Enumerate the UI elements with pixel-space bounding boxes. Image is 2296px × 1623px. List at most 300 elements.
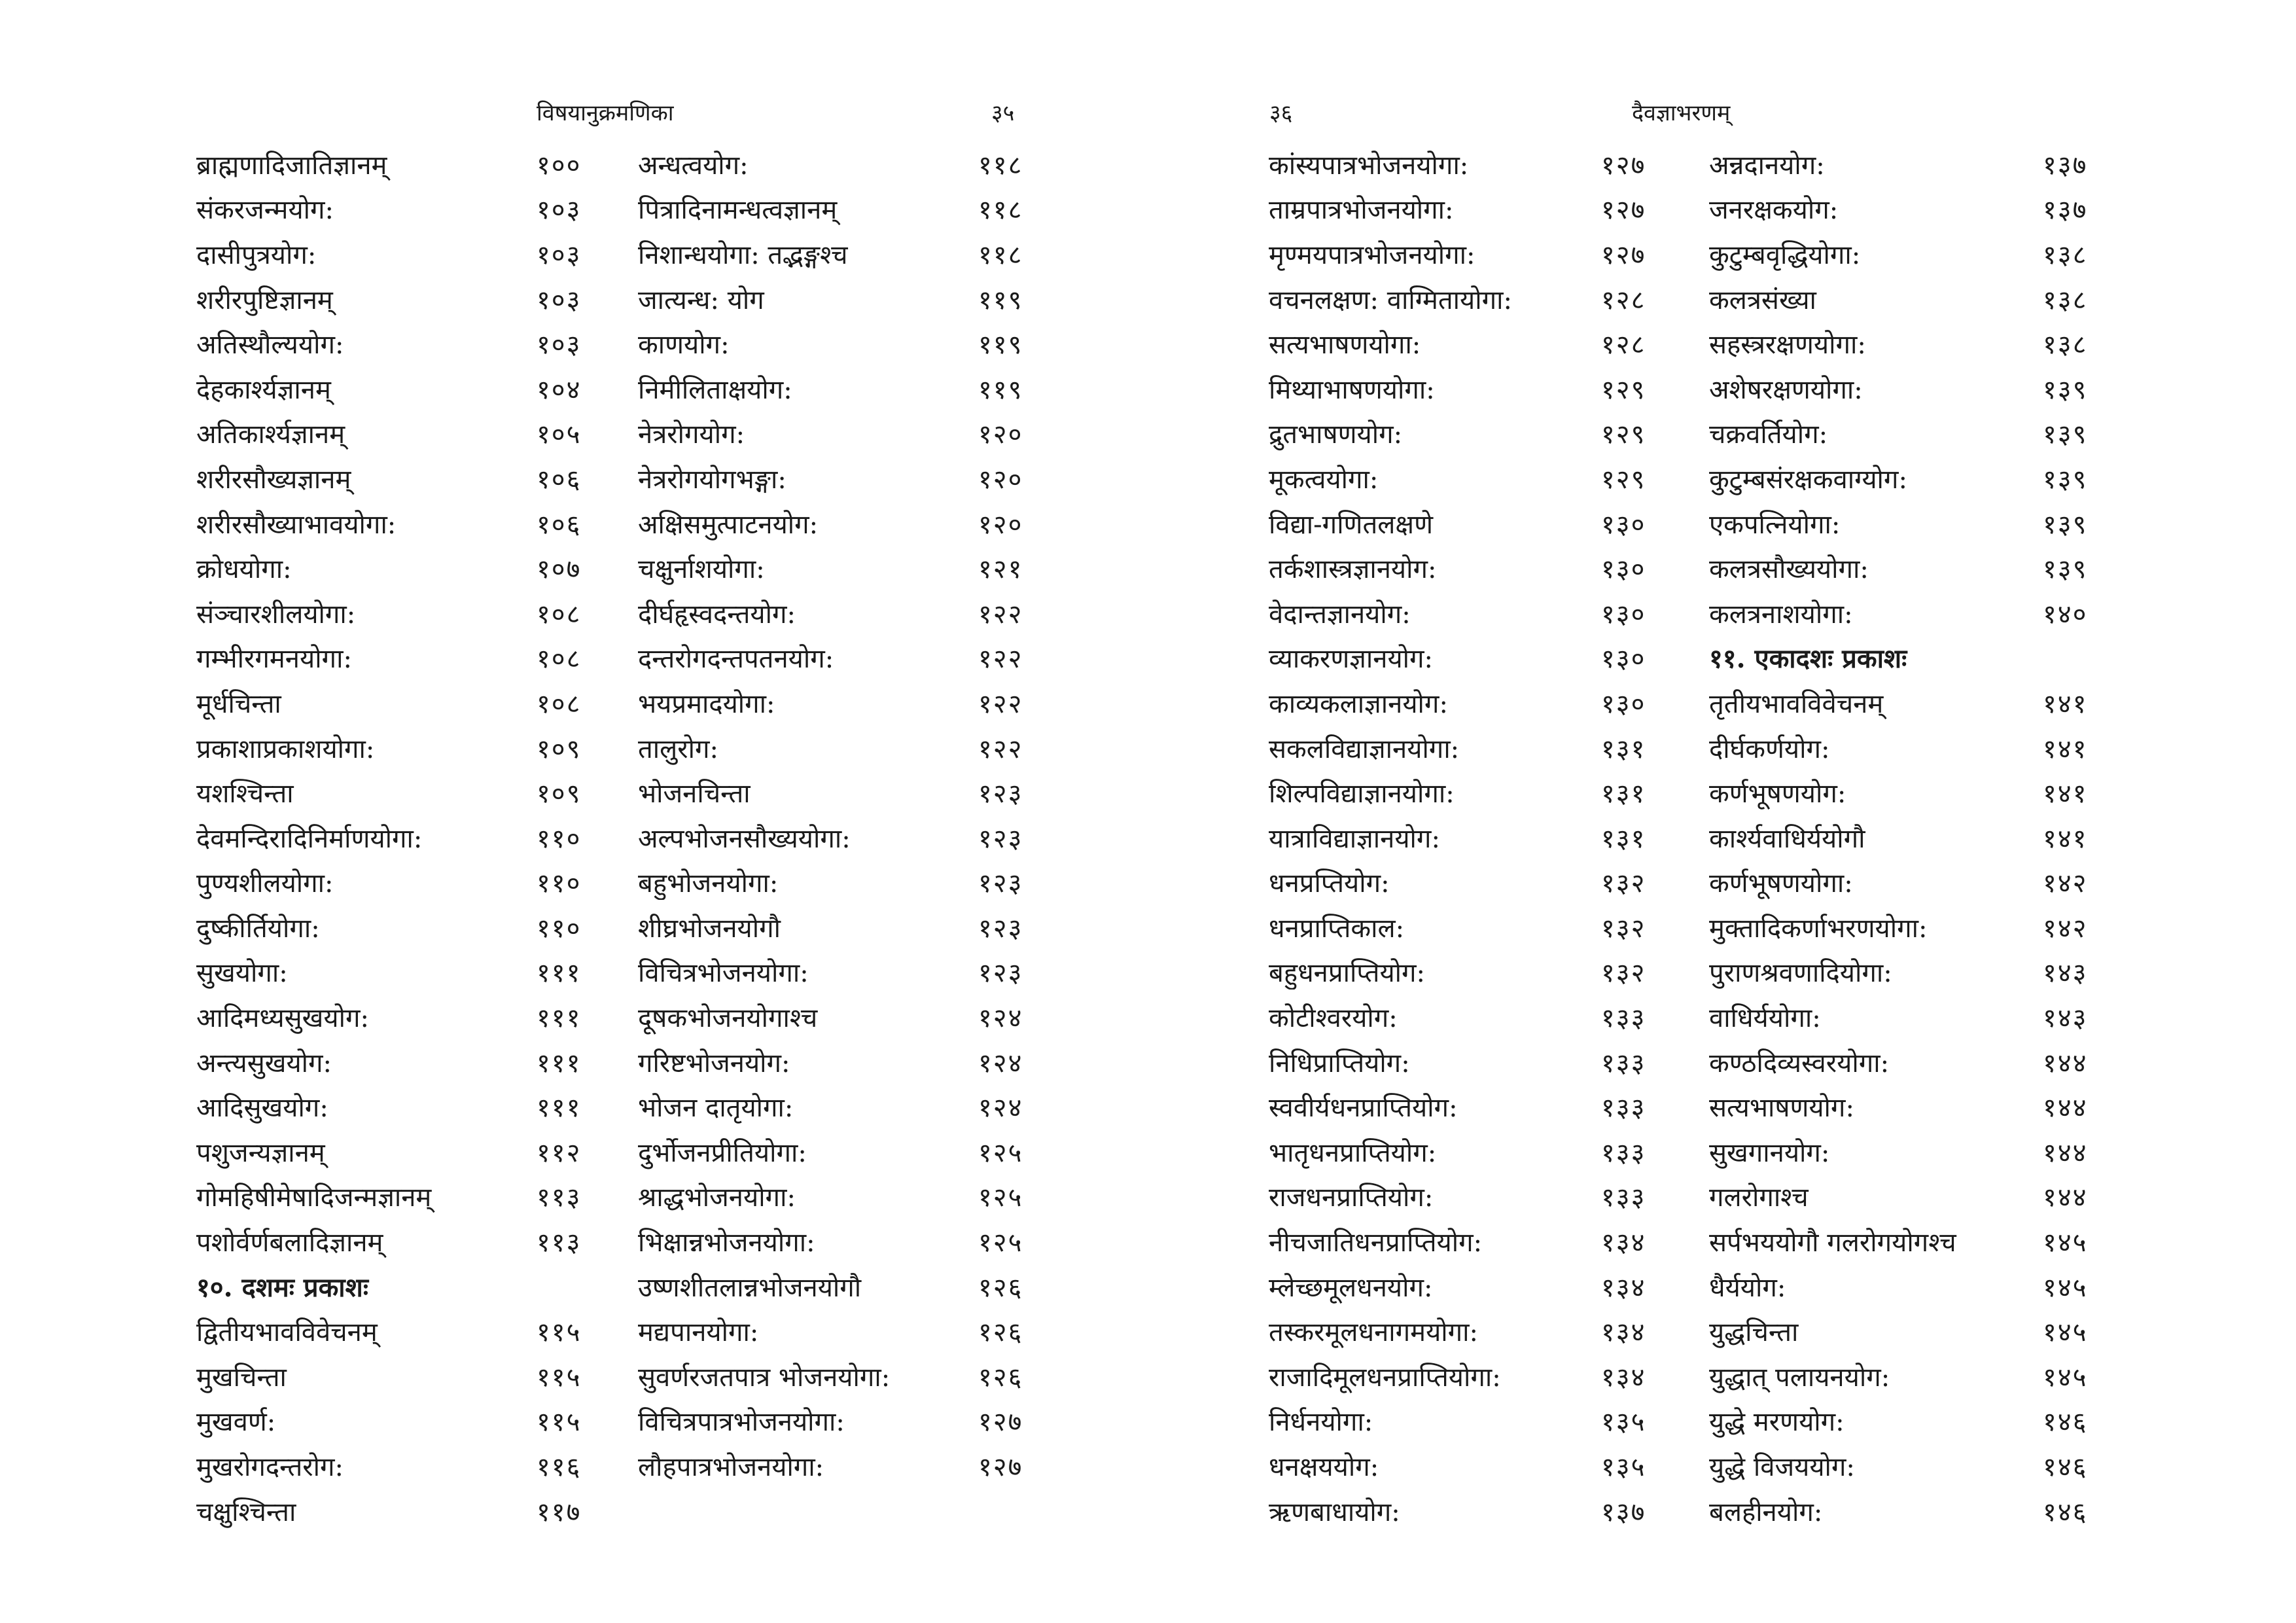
toc-entry-title: भयप्रमादयोगा: (638, 688, 775, 719)
toc-entry-title: कलत्रनाशयोगा: (1709, 599, 1853, 630)
toc-entry (1269, 411, 1667, 456)
toc-entry-page-number: १४६ (2043, 1407, 2088, 1438)
toc-entry-page-number: १०९ (537, 734, 582, 764)
toc-entry (1269, 1219, 1667, 1264)
toc-entry-title: पशोर्वर्णबलादिज्ञानम् (196, 1228, 383, 1258)
toc-entry-page-number: १२७ (1601, 150, 1646, 181)
toc-entry (196, 276, 602, 321)
toc-entry (1709, 680, 2108, 725)
toc-entry-title: दीर्घहृस्वदन्तयोग: (638, 599, 796, 630)
toc-entry (1269, 725, 1667, 770)
toc-entry-page-number: १०६ (537, 509, 582, 540)
toc-entry-page-number: १४४ (2043, 1048, 2088, 1079)
toc-entry-page-number: १३९ (2043, 464, 2088, 495)
toc-entry-title: द्वितीयभावविवेचनम् (196, 1317, 378, 1348)
toc-entry-title: कर्णभूषणयोग: (1709, 779, 1846, 810)
toc-entry-title: ताम्रपात्रभोजनयोगा: (1269, 195, 1454, 226)
toc-entry-title: गलरोगाश्च (1709, 1183, 1809, 1213)
toc-entry (638, 680, 1044, 725)
toc-entry (1269, 1264, 1667, 1309)
toc-entry-title: कोटीश्वरयोग: (1269, 1003, 1398, 1034)
toc-entry-page-number: १३१ (1601, 779, 1646, 810)
toc-entry-page-number: १२० (978, 509, 1023, 540)
toc-entry-page-number: १०८ (537, 599, 582, 630)
toc-entry (638, 501, 1044, 546)
left-page-header-number: ३५ (991, 100, 1015, 126)
section-heading (1709, 635, 2108, 681)
toc-entry (638, 635, 1044, 681)
toc-entry-page-number: ११७ (537, 1497, 582, 1527)
toc-entry-title: निशान्धयोगा: तद्भङ्गश्च (638, 240, 848, 270)
toc-entry (1709, 501, 2108, 546)
toc-entry-page-number: १३५ (1601, 1407, 1646, 1438)
toc-entry (638, 994, 1044, 1039)
toc-entry-title: धनप्रप्तियोग: (1269, 868, 1390, 899)
toc-entry (638, 1084, 1044, 1129)
toc-entry-page-number: १३० (1601, 599, 1646, 630)
toc-entry (1709, 1399, 2108, 1444)
toc-entry (1709, 187, 2108, 232)
toc-entry-page-number: १२२ (978, 599, 1023, 630)
toc-entry (196, 815, 602, 860)
toc-entry-page-number: १२४ (978, 1048, 1023, 1079)
toc-entry-page-number: ११५ (537, 1362, 582, 1393)
toc-entry-page-number: ११२ (537, 1137, 582, 1168)
toc-entry-title: मूर्धचिन्ता (196, 688, 281, 719)
toc-entry-page-number: १०० (537, 150, 582, 181)
toc-entry (1269, 1084, 1667, 1129)
toc-entry (196, 1039, 602, 1084)
toc-entry-page-number: १३४ (1601, 1317, 1646, 1348)
toc-entry (1269, 1174, 1667, 1219)
toc-entry (638, 1443, 1044, 1488)
toc-entry-page-number: १२४ (978, 1003, 1023, 1034)
toc-entry-page-number: १२२ (978, 734, 1023, 764)
toc-entry (1709, 770, 2108, 815)
toc-entry-page-number: ११९ (978, 330, 1023, 361)
toc-entry (638, 187, 1044, 232)
toc-entry-title: प्रकाशाप्रकाशयोगा: (196, 734, 375, 764)
toc-entry (1269, 141, 1667, 187)
toc-entry-title: अतिकार्श्यज्ञानम् (196, 419, 345, 450)
toc-entry-title: पशुजन्यज्ञानम् (196, 1137, 325, 1168)
toc-entry-title: भोजनचिन्ता (638, 779, 751, 810)
toc-entry-title: तालुरोग: (638, 734, 718, 764)
toc-entry-page-number: १२७ (978, 1452, 1023, 1483)
toc-entry-title: पुराणश्रवणादियोगा: (1709, 958, 1892, 989)
toc-entry-page-number: १०३ (537, 195, 582, 226)
toc-entry (1269, 590, 1667, 635)
toc-entry-page-number: १२२ (978, 688, 1023, 719)
toc-entry-page-number: १२३ (978, 913, 1023, 944)
toc-entry-page-number: १४४ (2043, 1093, 2088, 1124)
toc-entry-title: गोमहिषीमेषादिजन्मज्ञानम् (196, 1183, 432, 1213)
toc-entry-page-number: १३४ (1601, 1362, 1646, 1393)
toc-entry (1269, 904, 1667, 950)
toc-entry-title: अशेषरक्षणयोगा: (1709, 374, 1863, 405)
toc-entry-page-number: १३३ (1601, 1137, 1646, 1168)
toc-entry-page-number: १२९ (1601, 419, 1646, 450)
toc-entry-page-number: १२० (978, 464, 1023, 495)
toc-entry-page-number: १२१ (978, 554, 1023, 585)
toc-entry-title: राजादिमूलधनप्राप्तियोगा: (1269, 1362, 1501, 1393)
toc-entry (196, 770, 602, 815)
toc-entry-title: मुखचिन्ता (196, 1362, 287, 1393)
toc-entry-page-number: १४६ (2043, 1452, 2088, 1483)
toc-entry-page-number: १३३ (1601, 1048, 1646, 1079)
toc-entry (196, 455, 602, 501)
toc-entry-page-number: १३७ (2043, 195, 2088, 226)
toc-entry (1709, 1129, 2108, 1174)
toc-entry-page-number: १२६ (978, 1272, 1023, 1303)
toc-entry-page-number: १०७ (537, 554, 582, 585)
toc-entry-title: कण्ठदिव्यस्वरयोगा: (1709, 1048, 1890, 1079)
toc-entry-title: तृतीयभावविवेचनम् (1709, 688, 1884, 719)
toc-entry-page-number: १४६ (2043, 1497, 2088, 1527)
toc-entry-title: अल्पभोजनसौख्ययोगा: (638, 823, 851, 854)
toc-entry (1269, 815, 1667, 860)
toc-entry-title: कर्णभूषणयोगा: (1709, 868, 1853, 899)
toc-entry-page-number: १०५ (537, 419, 582, 450)
toc-entry-title: भोजन दातृयोगा: (638, 1093, 794, 1124)
toc-entry-title: संकरजन्मयोग: (196, 195, 334, 226)
toc-entry-title: मिथ्याभाषणयोगा: (1269, 374, 1435, 405)
toc-entry-page-number: १२३ (978, 779, 1023, 810)
toc-entry-page-number: १२९ (1601, 464, 1646, 495)
toc-entry-page-number: १३९ (2043, 419, 2088, 450)
toc-entry-title: गरिष्टभोजनयोग: (638, 1048, 790, 1079)
toc-entry (638, 411, 1044, 456)
toc-entry-title: दुर्भोजनप्रीतियोगा: (638, 1137, 807, 1168)
toc-entry-page-number: १०८ (537, 688, 582, 719)
toc-entry-page-number: ११५ (537, 1407, 582, 1438)
toc-entry-title: अन्नदानयोग: (1709, 150, 1825, 181)
toc-entry-title: वेदान्तज्ञानयोग: (1269, 599, 1411, 630)
toc-entry-title: कुटुम्बसंरक्षकवाग्योग: (1709, 464, 1907, 495)
toc-entry (638, 904, 1044, 950)
toc-entry (638, 231, 1044, 276)
toc-entry (638, 770, 1044, 815)
toc-entry-page-number: १०४ (537, 374, 582, 405)
toc-entry-page-number: ११८ (978, 240, 1023, 270)
toc-entry-page-number: १३८ (2043, 240, 2088, 270)
toc-entry-title: दासीपुत्रयोग: (196, 240, 317, 270)
toc-entry-page-number: १४२ (2043, 868, 2088, 899)
toc-entry-title: पुण्यशीलयोगा: (196, 868, 334, 899)
toc-entry (1709, 725, 2108, 770)
toc-entry-page-number: १२९ (1601, 374, 1646, 405)
toc-entry (638, 1174, 1044, 1219)
toc-entry-page-number: १३३ (1601, 1003, 1646, 1034)
toc-entry-page-number: १३८ (2043, 330, 2088, 361)
toc-entry-page-number: १२५ (978, 1137, 1023, 1168)
toc-entry (1709, 1308, 2108, 1353)
toc-entry-title: विचित्रपात्रभोजनयोगा: (638, 1407, 845, 1438)
toc-entry-title: एकपत्नियोगा: (1709, 509, 1841, 540)
toc-entry-title: तर्कशास्त्रज्ञानयोग: (1269, 554, 1437, 585)
toc-entry-page-number: १३० (1601, 688, 1646, 719)
section-heading-title: १०. दशमः प्रकाशः (196, 1272, 368, 1303)
toc-entry-page-number: १२६ (978, 1362, 1023, 1393)
toc-entry-page-number: १३९ (2043, 509, 2088, 540)
toc-entry-page-number: ११६ (537, 1452, 582, 1483)
toc-entry-title: निधिप्राप्तियोग: (1269, 1048, 1410, 1079)
toc-entry-title: दन्तरोगदन्तपतनयोग: (638, 644, 834, 675)
toc-entry-title: कलत्रसौख्ययोगा: (1709, 554, 1869, 585)
section-heading (196, 1264, 602, 1309)
toc-entry-page-number: १३९ (2043, 374, 2088, 405)
toc-entry (638, 1129, 1044, 1174)
toc-entry-title: कार्श्यवाधिर्ययोगौ (1709, 823, 1865, 854)
toc-entry (196, 590, 602, 635)
toc-entry-title: व्याकरणज्ञानयोग: (1269, 644, 1433, 675)
toc-entry-title: सहस्त्ररक्षणयोगा: (1709, 330, 1866, 361)
toc-entry (1269, 231, 1667, 276)
toc-entry (196, 680, 602, 725)
toc-entry (638, 276, 1044, 321)
toc-entry-title: निर्धनयोगा: (1269, 1407, 1373, 1438)
toc-entry (1709, 1174, 2108, 1219)
toc-entry-page-number: १०९ (537, 779, 582, 810)
toc-entry (638, 860, 1044, 905)
toc-entry-page-number: ११० (537, 868, 582, 899)
toc-entry-page-number: १४१ (2043, 734, 2088, 764)
toc-entry (638, 1353, 1044, 1399)
toc-entry-title: क्रोधयोगा: (196, 554, 292, 585)
toc-entry (638, 590, 1044, 635)
right-page-column-2 (1709, 141, 2108, 1533)
toc-entry (1709, 590, 2108, 635)
toc-entry (1269, 860, 1667, 905)
toc-entry (196, 366, 602, 411)
toc-entry-title: शरीरसौख्याभावयोगा: (196, 509, 397, 540)
toc-entry-page-number: ११० (537, 823, 582, 854)
right-page-column-1 (1269, 141, 1667, 1533)
toc-entry (1709, 1219, 2108, 1264)
toc-entry (1709, 141, 2108, 187)
toc-entry-title: दीर्घकर्णयोग: (1709, 734, 1830, 764)
toc-entry (638, 1399, 1044, 1444)
toc-entry-page-number: १०३ (537, 285, 582, 315)
toc-entry (1709, 276, 2108, 321)
toc-entry (196, 1399, 602, 1444)
toc-entry-title: सत्यभाषणयोग: (1709, 1093, 1854, 1124)
toc-entry (1269, 1353, 1667, 1399)
toc-entry-title: गम्भीरगमनयोगा: (196, 644, 352, 675)
toc-entry (1709, 950, 2108, 995)
toc-entry (1709, 1443, 2108, 1488)
toc-entry-title: आदिसुखयोग: (196, 1093, 328, 1124)
toc-entry-title: म्लेच्छमूलधनयोग: (1269, 1272, 1433, 1303)
toc-entry-title: कुटुम्बवृद्धियोगा: (1709, 240, 1861, 270)
toc-entry (196, 1219, 602, 1264)
toc-entry-title: दूषकभोजनयोगाश्च (638, 1003, 818, 1034)
toc-entry-page-number: १२७ (1601, 240, 1646, 270)
toc-entry-title: अक्षिसमुत्पाटनयोग: (638, 509, 819, 540)
toc-entry-page-number: १४३ (2043, 958, 2088, 989)
toc-entry-page-number: १४० (2043, 599, 2088, 630)
toc-entry (1269, 455, 1667, 501)
toc-entry (196, 501, 602, 546)
toc-entry (196, 231, 602, 276)
toc-entry-page-number: १३० (1601, 509, 1646, 540)
toc-entry-page-number: ११५ (537, 1317, 582, 1348)
toc-entry (1709, 1264, 2108, 1309)
toc-entry-page-number: १३० (1601, 644, 1646, 675)
toc-entry-page-number: १३२ (1601, 958, 1646, 989)
toc-entry-title: विचित्रभोजनयोगा: (638, 958, 809, 989)
toc-entry-page-number: १४५ (2043, 1272, 2088, 1303)
toc-entry-page-number: १०३ (537, 240, 582, 270)
left-page-header-title: विषयानुक्रमणिका (537, 100, 674, 126)
toc-entry-page-number: १११ (537, 1003, 582, 1034)
toc-entry-title: अन्धत्वयोग: (638, 150, 749, 181)
toc-entry-title: मुक्तादिकर्णाभरणयोगा: (1709, 913, 1928, 944)
toc-entry-page-number: १३० (1601, 554, 1646, 585)
toc-entry (638, 545, 1044, 590)
toc-entry (1269, 994, 1667, 1039)
toc-entry (196, 1174, 602, 1219)
toc-entry-page-number: ११९ (978, 285, 1023, 315)
toc-entry-title: संञ्चारशीलयोगा: (196, 599, 356, 630)
toc-entry-title: नीचजातिधनप्राप्तियोग: (1269, 1228, 1483, 1258)
toc-entry-page-number: १३२ (1601, 913, 1646, 944)
toc-entry-title: ऋणबाधायोग: (1269, 1497, 1400, 1527)
toc-entry-title: काणयोग: (638, 330, 730, 361)
toc-entry-page-number: १४२ (2043, 913, 2088, 944)
toc-entry-title: सकलविद्याज्ञानयोगा: (1269, 734, 1460, 764)
toc-entry-title: स्ववीर्यधनप्राप्तियोग: (1269, 1093, 1458, 1124)
toc-entry-title: सुखगानयोग: (1709, 1137, 1830, 1168)
toc-entry-page-number: १२६ (978, 1317, 1023, 1348)
toc-entry-title: यात्राविद्याज्ञानयोग: (1269, 823, 1440, 854)
toc-entry-title: चक्षुर्नाशयोगा: (638, 554, 765, 585)
toc-entry (196, 904, 602, 950)
toc-entry-title: चक्षुश्चिन्ता (196, 1497, 296, 1527)
toc-entry-page-number: १३५ (1601, 1452, 1646, 1483)
toc-entry (638, 1308, 1044, 1353)
toc-entry (638, 815, 1044, 860)
toc-entry-title: राजधनप्राप्तियोग: (1269, 1183, 1434, 1213)
toc-entry-title: देहकार्श्यज्ञानम् (196, 374, 331, 405)
toc-entry-page-number: ११३ (537, 1183, 582, 1213)
toc-entry-title: सुखयोगा: (196, 958, 288, 989)
right-page-header-number: ३६ (1269, 100, 1293, 126)
toc-entry-title: वाधिर्ययोगा: (1709, 1003, 1821, 1034)
toc-entry-page-number: १४५ (2043, 1362, 2088, 1393)
toc-entry (1709, 904, 2108, 950)
toc-entry (196, 1353, 602, 1399)
toc-entry (196, 321, 602, 366)
toc-entry (1709, 1353, 2108, 1399)
toc-entry-page-number: १२७ (978, 1407, 1023, 1438)
toc-entry-title: मुखवर्ण: (196, 1407, 276, 1438)
toc-entry-title: भिक्षान्नभोजनयोगा: (638, 1228, 815, 1258)
toc-entry-title: उष्णशीतलान्नभोजनयोगौ (638, 1272, 862, 1303)
toc-entry-page-number: १३३ (1601, 1093, 1646, 1124)
toc-entry-title: नेत्ररोगयोग: (638, 419, 745, 450)
toc-entry (638, 1219, 1044, 1264)
toc-entry-page-number: १३१ (1601, 823, 1646, 854)
toc-entry-title: धनक्षययोग: (1269, 1452, 1379, 1483)
toc-entry-page-number: १४५ (2043, 1317, 2088, 1348)
toc-entry (1269, 680, 1667, 725)
toc-entry-title: जात्यन्ध: योग (638, 285, 764, 315)
toc-entry (638, 1039, 1044, 1084)
left-page-column-1 (196, 141, 602, 1533)
toc-entry-page-number: ११८ (978, 150, 1023, 181)
toc-entry-page-number: १३१ (1601, 734, 1646, 764)
toc-entry-title: अन्त्यसुखयोग: (196, 1048, 332, 1079)
toc-entry-title: युद्धचिन्ता (1709, 1317, 1799, 1348)
toc-entry (1709, 860, 2108, 905)
toc-entry-page-number: १४१ (2043, 688, 2088, 719)
toc-entry (196, 1084, 602, 1129)
toc-entry-title: दुष्कीर्तियोगा: (196, 913, 320, 944)
toc-entry (196, 1488, 602, 1533)
toc-entry-page-number: १२२ (978, 644, 1023, 675)
toc-entry-title: निमीलिताक्षयोग: (638, 374, 792, 405)
toc-entry (1269, 545, 1667, 590)
toc-entry (638, 950, 1044, 995)
toc-entry-title: शिल्पविद्याज्ञानयोगा: (1269, 779, 1455, 810)
toc-entry (1269, 501, 1667, 546)
toc-entry-page-number: १२० (978, 419, 1023, 450)
toc-entry-title: पित्रादिनामन्धत्वज्ञानम् (638, 195, 838, 226)
toc-entry-title: धैर्ययोग: (1709, 1272, 1786, 1303)
toc-entry (196, 141, 602, 187)
toc-entry (638, 725, 1044, 770)
toc-entry-page-number: १३७ (2043, 150, 2088, 181)
toc-entry (1709, 411, 2108, 456)
toc-entry (196, 860, 602, 905)
toc-entry (196, 1443, 602, 1488)
toc-entry-title: सुवर्णरजतपात्र भोजनयोगा: (638, 1362, 891, 1393)
toc-entry-page-number: ११३ (537, 1228, 582, 1258)
toc-entry-page-number: १०६ (537, 464, 582, 495)
toc-entry (1709, 545, 2108, 590)
toc-entry-title: बलहीनयोग: (1709, 1497, 1823, 1527)
toc-entry-title: शरीरपुष्टिज्ञानम् (196, 285, 333, 315)
toc-entry-page-number: १२३ (978, 823, 1023, 854)
toc-entry (1269, 635, 1667, 681)
toc-entry-page-number: ११० (537, 913, 582, 944)
toc-entry-title: विद्या-गणितलक्षणे (1269, 509, 1433, 540)
toc-entry-title: मुखरोगदन्तरोग: (196, 1452, 344, 1483)
toc-entry-title: देवमन्दिरादिनिर्माणयोगा: (196, 823, 423, 854)
toc-entry (1269, 1488, 1667, 1533)
toc-entry (196, 411, 602, 456)
toc-entry (1269, 950, 1667, 995)
toc-entry-title: अतिस्थौल्ययोग: (196, 330, 344, 361)
toc-entry-title: आदिमध्यसुखयोग: (196, 1003, 369, 1034)
toc-entry-page-number: १११ (537, 1048, 582, 1079)
toc-entry (1709, 1488, 2108, 1533)
toc-entry-page-number: १४५ (2043, 1228, 2088, 1258)
toc-entry (1709, 455, 2108, 501)
toc-entry (1269, 276, 1667, 321)
toc-entry-page-number: १३८ (2043, 285, 2088, 315)
toc-entry-title: युद्धे मरणयोग: (1709, 1407, 1845, 1438)
toc-entry-page-number: ११९ (978, 374, 1023, 405)
toc-entry-title: वचनलक्षण: वाग्मितायोगा: (1269, 285, 1512, 315)
toc-entry (1709, 994, 2108, 1039)
toc-entry-title: मूकत्वयोगा: (1269, 464, 1379, 495)
toc-entry (1269, 1129, 1667, 1174)
toc-entry (1709, 321, 2108, 366)
toc-entry-title: मद्यपानयोगा: (638, 1317, 759, 1348)
toc-entry-title: तस्करमूलधनागमयोगा: (1269, 1317, 1478, 1348)
